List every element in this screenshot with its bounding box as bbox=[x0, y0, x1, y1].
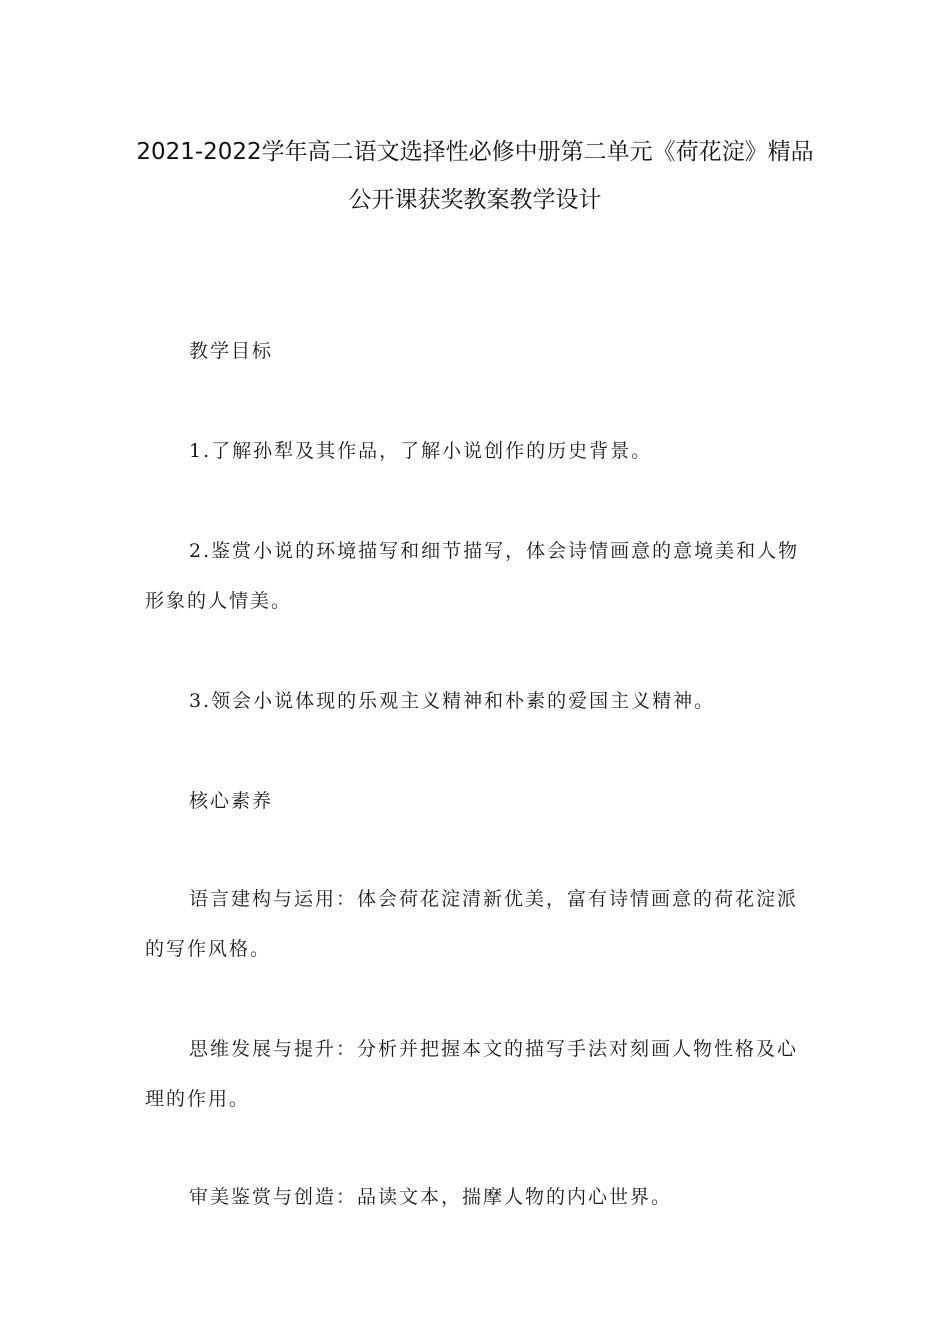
heading-teaching-goals: 教学目标 bbox=[189, 340, 274, 362]
literacy-item-thinking: 思维发展与提升：分析并把握本文的描写手法对刻画人物性格及心理的作用。 bbox=[145, 1038, 799, 1110]
goal-item-1: 1.了解孙犁及其作品，了解小说创作的历史背景。 bbox=[189, 440, 653, 462]
heading-core-literacy: 核心素养 bbox=[189, 790, 274, 812]
document-title-line-2: 公开课获奖教案教学设计 bbox=[348, 187, 602, 213]
goal-item-3: 3.领会小说体现的乐观主义精神和朴素的爱国主义精神。 bbox=[189, 690, 716, 712]
document-title-line-1: 2021-2022学年高二语文选择性必修中册第二单元《荷花淀》精品 bbox=[136, 139, 814, 165]
literacy-item-language: 语言建构与运用：体会荷花淀清新优美，富有诗情画意的荷花淀派的写作风格。 bbox=[145, 888, 799, 960]
literacy-item-aesthetics: 审美鉴赏与创造：品读文本，揣摩人物的内心世界。 bbox=[189, 1186, 673, 1208]
goal-item-2: 2.鉴赏小说的环境描写和细节描写，体会诗情画意的意境美和人物形象的人情美。 bbox=[145, 540, 800, 612]
